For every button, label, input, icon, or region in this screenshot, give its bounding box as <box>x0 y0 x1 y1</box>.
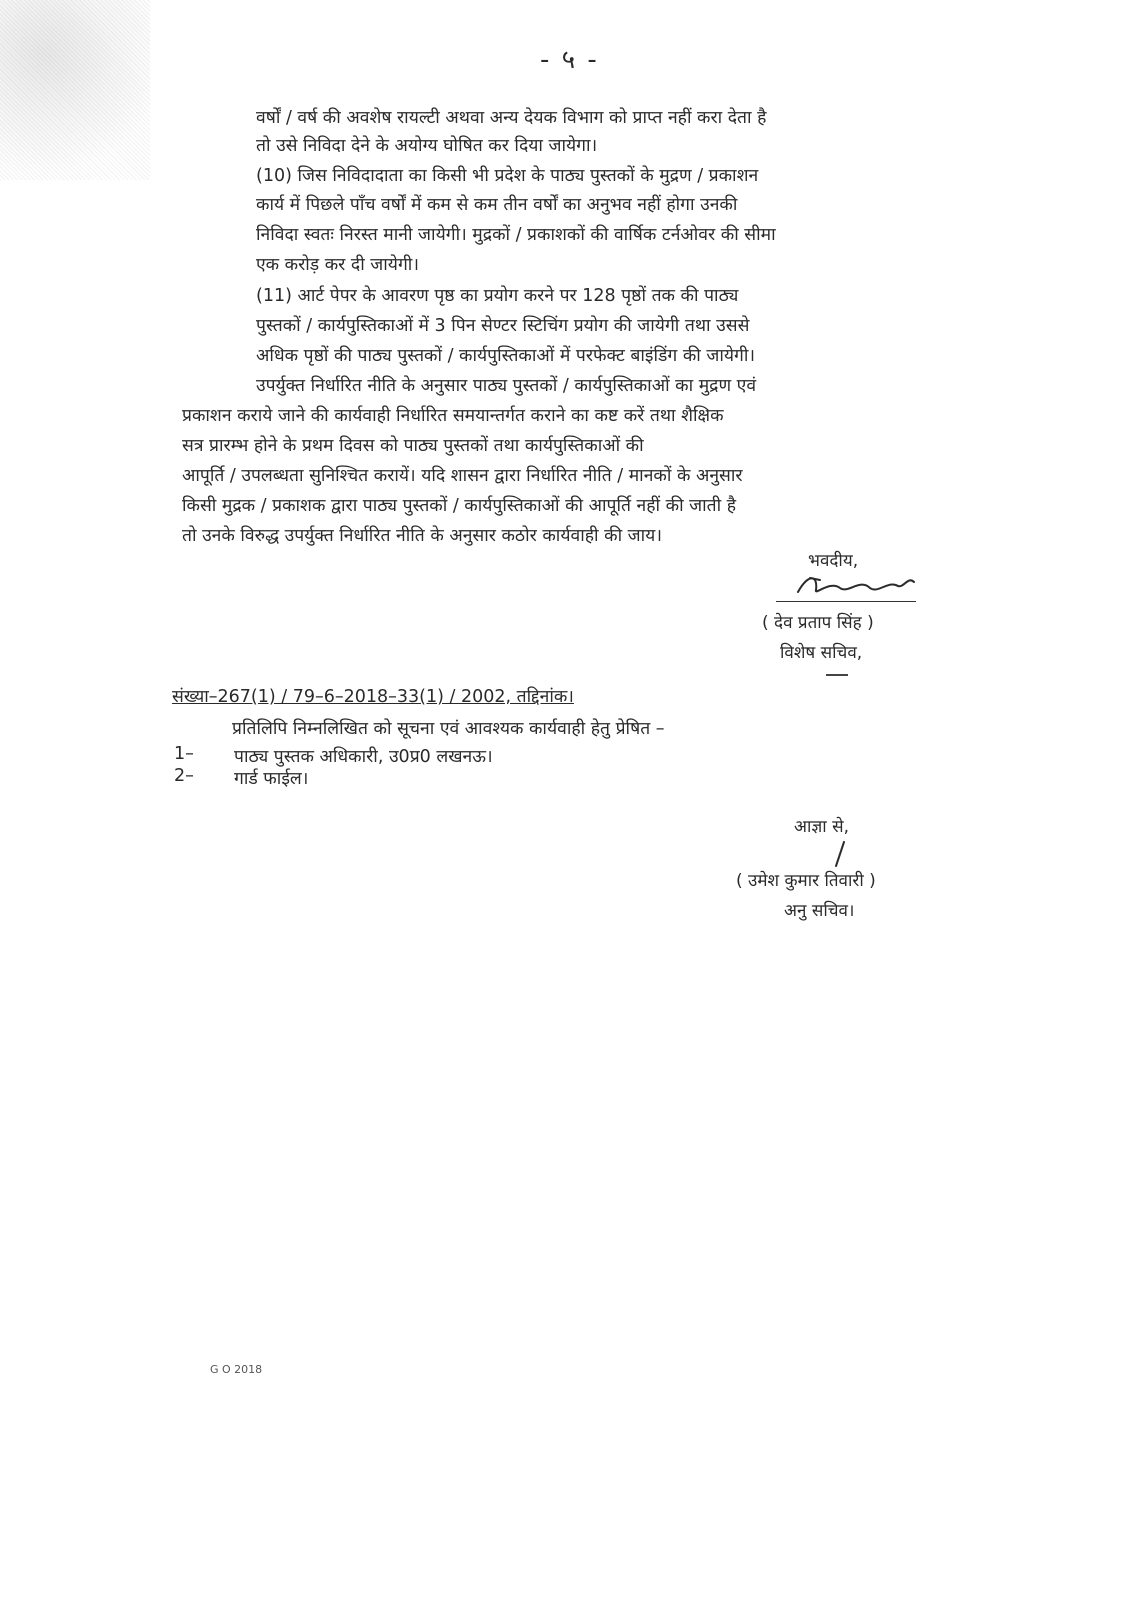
scan-artifact <box>0 0 150 180</box>
closing-salutation: भवदीय, <box>808 551 859 571</box>
body-line: सत्र प्रारम्भ होने के प्रथम दिवस को पाठ्य पुस्तकों तथा कार्यपुस्तिकाओं की <box>182 436 644 456</box>
body-line: अधिक पृष्ठों की पाठ्य पुस्तकों / कार्यपुस्तिकाओं में परफेक्ट बाइंडिंग की जायेगी। <box>256 346 756 366</box>
signatory-name: ( देव प्रताप सिंह ) <box>762 613 874 633</box>
page-number: - ५ - <box>540 45 599 75</box>
body-line: निविदा स्वतः निरस्त मानी जायेगी। मुद्रकों / प्रकाशकों की वार्षिक टर्नओवर की सीमा <box>256 225 776 245</box>
reference-number: संख्या–267(1) / 79–6–2018–33(1) / 2002, तद्दिनांक। <box>172 687 574 707</box>
body-line: (10) जिस निविदादाता का किसी भी प्रदेश के पाठ्य पुस्तकों के मुद्रण / प्रकाशन <box>256 166 759 186</box>
recipient-text: गार्ड फाईल। <box>234 769 309 789</box>
signature-underline <box>776 601 916 602</box>
body-line: पुस्तकों / कार्यपुस्तिकाओं में 3 पिन सेण्टर स्टिचिंग प्रयोग की जायेगी तथा उससे <box>256 316 750 336</box>
initial-mark <box>826 674 848 676</box>
order-by: आज्ञा से, <box>794 817 849 837</box>
copy-line: प्रतिलिपि निम्नलिखित को सूचना एवं आवश्यक कार्यवाही हेतु प्रेषित – <box>232 719 665 739</box>
body-line: तो उनके विरुद्ध उपर्युक्त निर्धारित नीति के अनुसार कठोर कार्यवाही की जाय। <box>182 526 662 546</box>
recipient-number: 2– <box>174 766 194 786</box>
order-signatory-name: ( उमेश कुमार तिवारी ) <box>736 871 876 891</box>
recipient-number: 1– <box>174 744 194 764</box>
body-line: आपूर्ति / उपलब्धता सुनिश्चित करायें। यदि शासन द्वारा निर्धारित नीति / मानकों के अनुसार <box>182 466 743 486</box>
body-line: कार्य में पिछले पाँच वर्षों में कम से कम तीन वर्षों का अनुभव नहीं होगा उनकी <box>256 195 738 215</box>
body-line: उपर्युक्त निर्धारित नीति के अनुसार पाठ्य पुस्तकों / कार्यपुस्तिकाओं का मुद्रण एवं <box>256 376 757 396</box>
body-line: वर्षों / वर्ष की अवशेष रायल्टी अथवा अन्य देयक विभाग को प्राप्त नहीं करा देता है <box>256 108 767 128</box>
body-line: तो उसे निविदा देने के अयोग्य घोषित कर दिया जायेगा। <box>256 136 598 156</box>
body-line: एक करोड़ कर दी जायेगी। <box>256 255 419 275</box>
body-line: (11) आर्ट पेपर के आवरण पृष्ठ का प्रयोग करने पर 128 पृष्ठों तक की पाठ्य <box>256 286 739 306</box>
order-signatory-title: अनु सचिव। <box>784 901 855 921</box>
handwritten-signature <box>790 570 920 600</box>
body-line: किसी मुद्रक / प्रकाशक द्वारा पाठ्य पुस्तकों / कार्यपुस्तिकाओं की आपूर्ति नहीं की जाती है <box>182 496 737 516</box>
footer-code: G O 2018 <box>210 1363 263 1376</box>
recipient-text: पाठ्य पुस्तक अधिकारी, उ0प्र0 लखनऊ। <box>234 747 493 767</box>
signatory-title: विशेष सचिव, <box>780 643 863 663</box>
body-line: प्रकाशन कराये जाने की कार्यवाही निर्धारित समयान्तर्गत कराने का कष्ट करें तथा शैक्षिक <box>182 406 724 426</box>
initial-slash <box>830 840 850 868</box>
